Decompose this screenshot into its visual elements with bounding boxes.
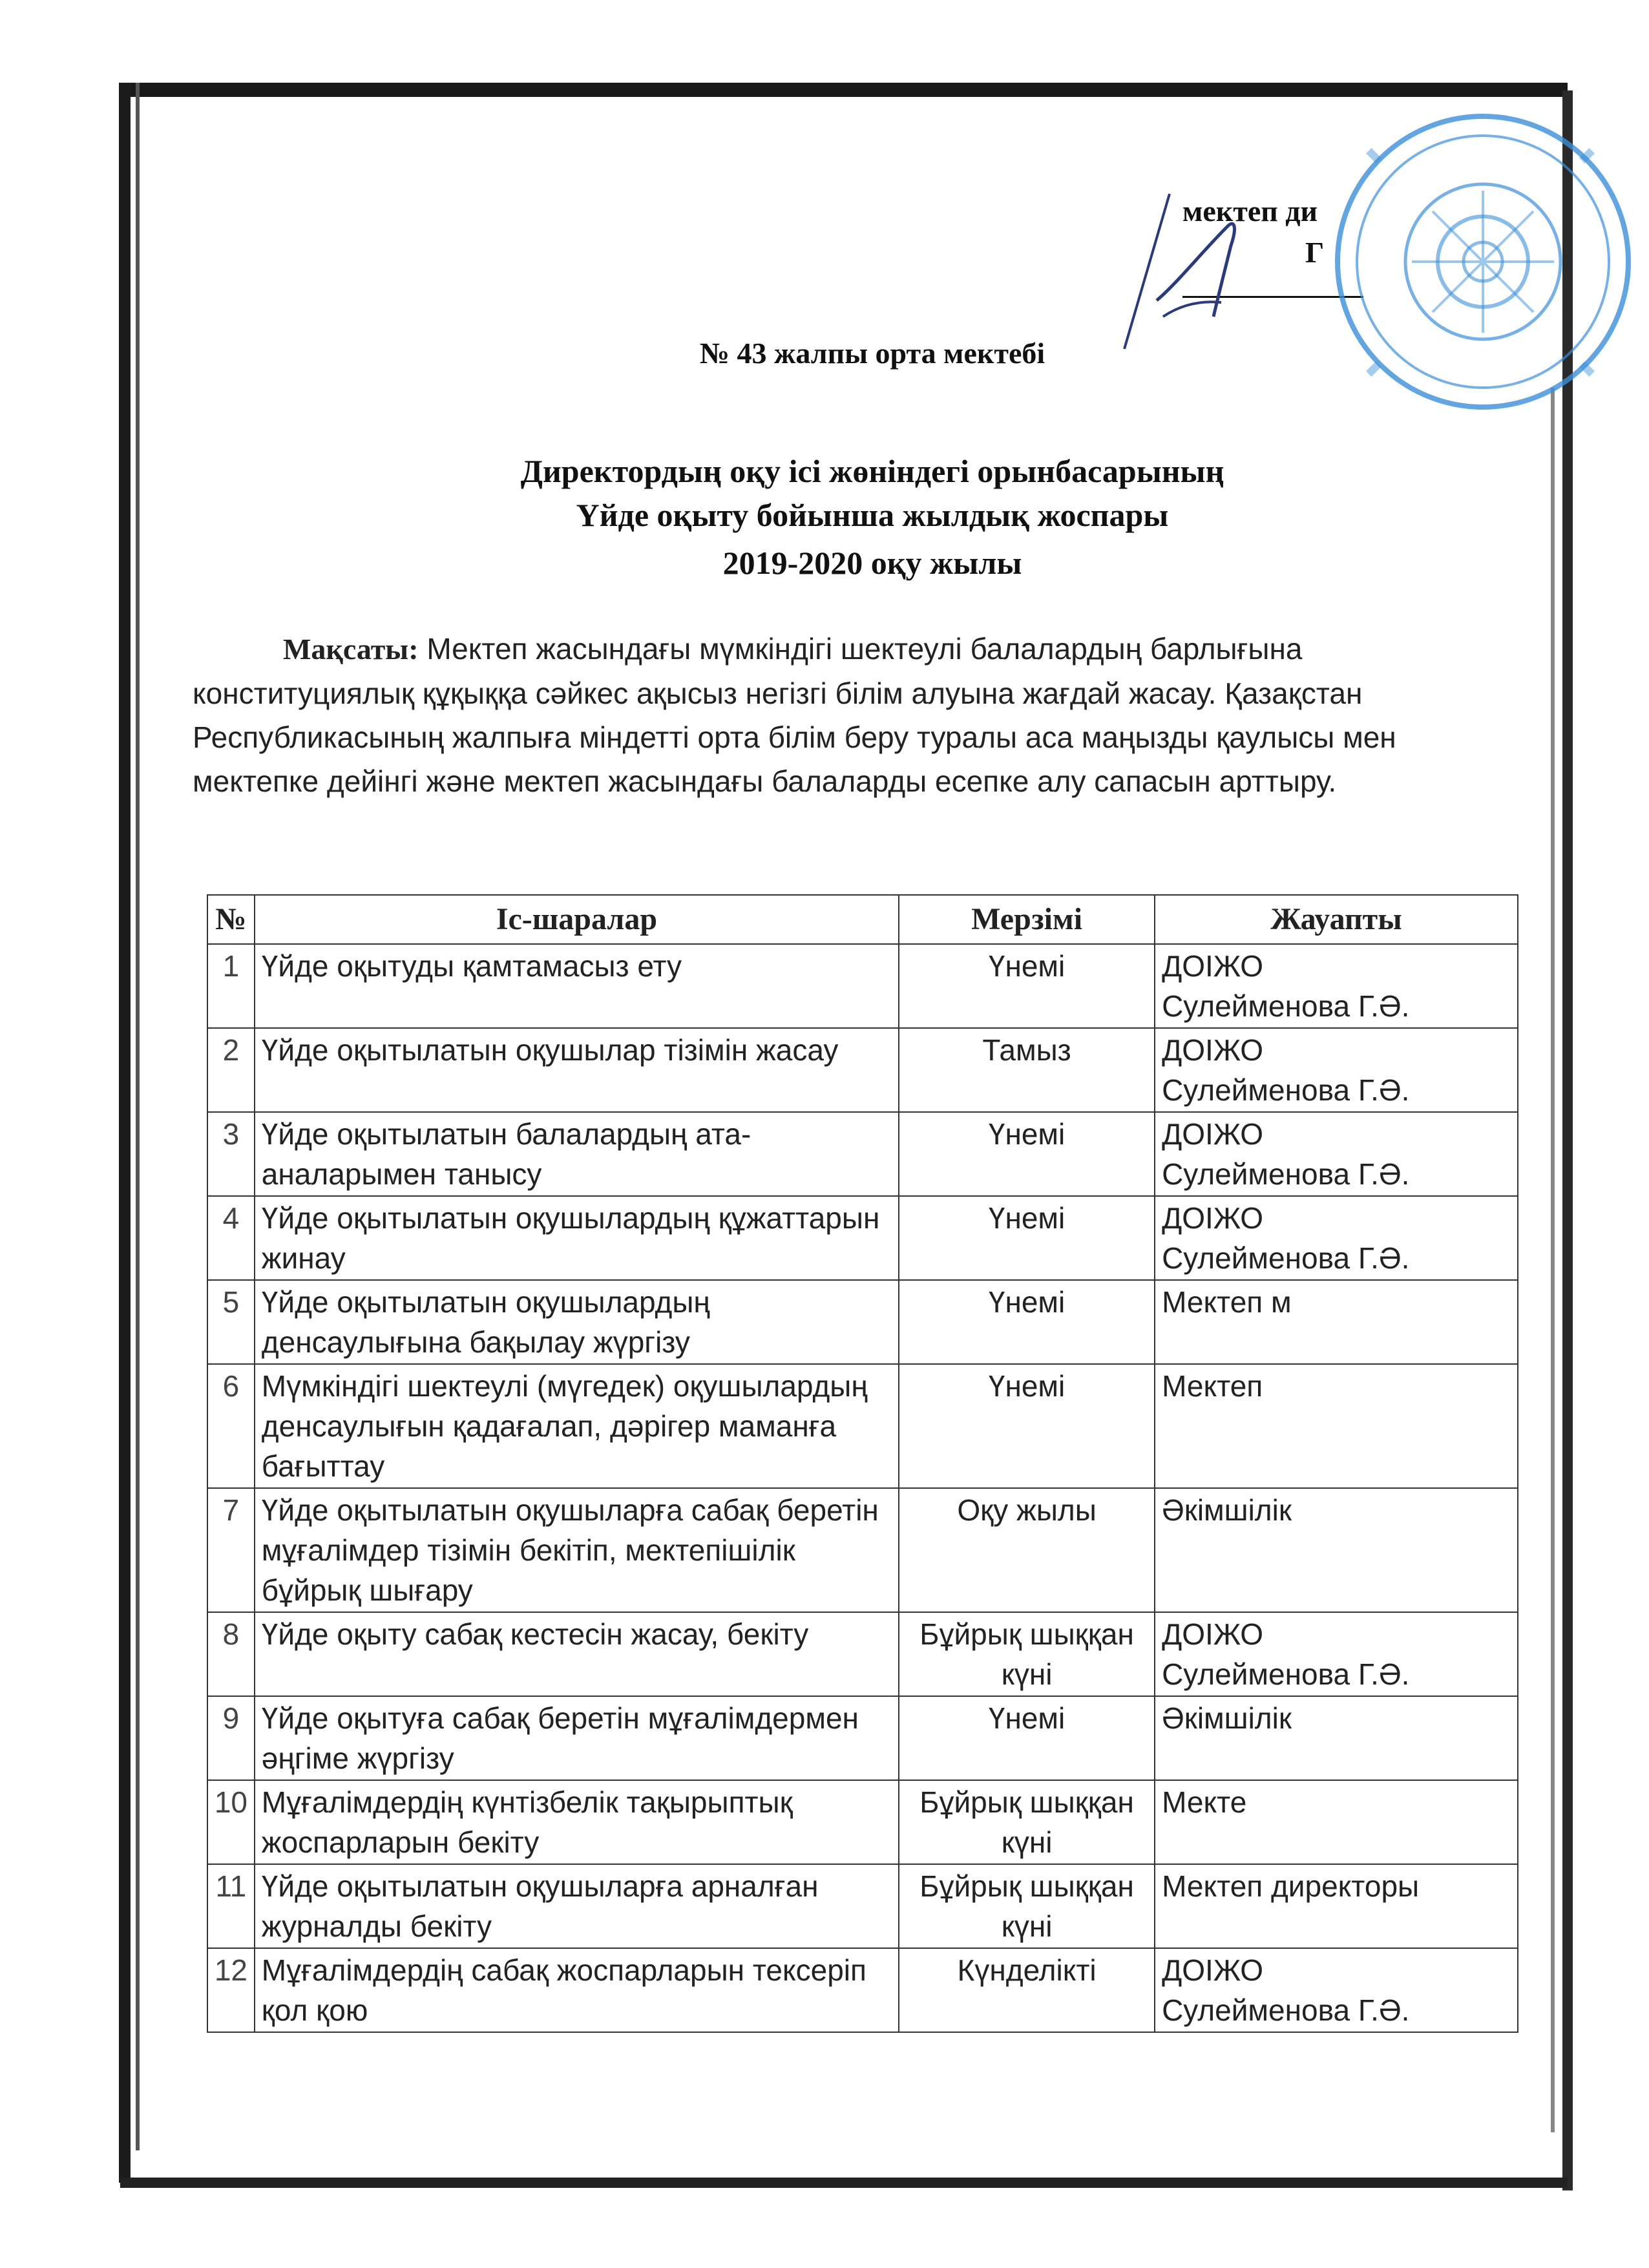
table-row (207, 1864, 1518, 1948)
row-event: Мұғалімдердің сабақ жоспарларын тексеріп қол қою (255, 1948, 899, 2032)
row-deadline: Бұйрық шыққан күні (899, 1780, 1155, 1864)
table-row (207, 1696, 1518, 1780)
row-number: 6 (207, 1364, 255, 1488)
row-deadline: Күнделікті (899, 1948, 1155, 2032)
row-number: 8 (207, 1612, 255, 1696)
table-row (207, 1112, 1518, 1196)
row-responsible: Әкімшілік (1155, 1696, 1518, 1780)
row-number: 4 (207, 1196, 255, 1280)
row-number: 1 (207, 944, 255, 1028)
row-deadline: Бұйрық шыққан күні (899, 1864, 1155, 1948)
row-deadline: Тамыз (899, 1028, 1155, 1112)
row-event: Үйде оқытылатын оқушылар тізімін жасау (255, 1028, 899, 1112)
table-row (207, 1780, 1518, 1864)
row-deadline: Үнемі (899, 1112, 1155, 1196)
header-event: Іс-шаралар (255, 895, 899, 944)
table-row (207, 1280, 1518, 1364)
page-title-line-3: 2019-2020 оқу жылы (722, 545, 1022, 581)
row-number: 3 (207, 1112, 255, 1196)
row-deadline: Бұйрық шыққан күні (899, 1612, 1155, 1696)
row-responsible: ДОІЖО Сулейменова Г.Ә. (1155, 944, 1518, 1028)
table-row (207, 944, 1518, 1028)
table-row (207, 1948, 1518, 2032)
header-responsible: Жауапты (1155, 895, 1518, 944)
goal-text: Мектеп жасындағы мүмкіндігі шектеулі балалардың барлығына конституциялық құқыққа сәйкес ақысыз негізгі білім алуына жағдай жасау. Қазақстан Республикасының жалпыға міндетті орта білім беру туралы аса маңызды қаулысы мен мектепке дейінгі және мектеп жасындағы балаларды есепке алу сапасын арттыру. (193, 632, 1396, 798)
row-responsible: Мектеп (1155, 1364, 1518, 1488)
row-number: 2 (207, 1028, 255, 1112)
header-num: № (207, 895, 255, 944)
row-event: Үйде оқытылатын оқушылардың денсаулығына бақылау жүргізу (255, 1280, 899, 1364)
table-header-row (207, 895, 1518, 944)
table-row (207, 1612, 1518, 1696)
approval-line-1: мектеп ди (1182, 194, 1318, 227)
row-deadline: Үнемі (899, 1364, 1155, 1488)
row-event: Үйде оқытылатын оқушыларға сабақ беретін мұғалімдер тізімін бекітіп, мектепішілік бұйрық шығару (255, 1488, 899, 1612)
row-number: 5 (207, 1280, 255, 1364)
table-row (207, 1196, 1518, 1280)
row-number: 10 (207, 1780, 255, 1864)
row-responsible: Мектеп директоры (1155, 1864, 1518, 1948)
goal-label: Мақсаты: (283, 633, 419, 666)
table-row (207, 1028, 1518, 1112)
approval-line-2: Г (1305, 236, 1325, 269)
handwritten-signature (1098, 187, 1292, 355)
row-responsible: ДОІЖО Сулейменова Г.Ә. (1155, 1028, 1518, 1112)
row-event: Үйде оқытылатын оқушыларға арналған журналды бекіту (255, 1864, 899, 1948)
header-deadline: Мерзімі (899, 895, 1155, 944)
row-number: 12 (207, 1948, 255, 2032)
scan-edge-bottom (120, 2178, 1568, 2188)
row-event: Үйде оқытылатын балалардың ата-аналарымен танысу (255, 1112, 899, 1196)
row-responsible: Мекте (1155, 1780, 1518, 1864)
row-deadline: Оқу жылы (899, 1488, 1155, 1612)
row-deadline: Үнемі (899, 1696, 1155, 1780)
row-responsible: ДОІЖО Сулейменова Г.Ә. (1155, 1196, 1518, 1280)
row-deadline: Үнемі (899, 1280, 1155, 1364)
row-responsible: ДОІЖО Сулейменова Г.Ә. (1155, 1948, 1518, 2032)
row-responsible: ДОІЖО Сулейменова Г.Ә. (1155, 1612, 1518, 1696)
plan-table (207, 894, 1518, 2033)
table-row (207, 1488, 1518, 1612)
row-deadline: Үнемі (899, 944, 1155, 1028)
row-event: Мұғалімдердің күнтізбелік тақырыптық жоспарларын бекіту (255, 1780, 899, 1864)
scan-edge-right-inner (1551, 388, 1555, 2132)
table-row (207, 1364, 1518, 1488)
row-responsible: Әкімшілік (1155, 1488, 1518, 1612)
page-title-line-2: Үйде оқыту бойынша жылдық жоспары (576, 497, 1169, 533)
row-responsible: Мектеп м (1155, 1280, 1518, 1364)
row-number: 9 (207, 1696, 255, 1780)
goal-paragraph (193, 627, 1511, 803)
row-event: Үйде оқытуды қамтамасыз ету (255, 944, 899, 1028)
row-responsible: ДОІЖО Сулейменова Г.Ә. (1155, 1112, 1518, 1196)
scan-edge-top (120, 83, 1568, 97)
row-event: Үйде оқыту сабақ кестесін жасау, бекіту (255, 1612, 899, 1696)
row-number: 7 (207, 1488, 255, 1612)
page-title-line-1: Директордың оқу ісі жөніндегі орынбасарының (520, 453, 1224, 489)
school-name: № 43 жалпы орта мектебі (699, 337, 1045, 370)
row-deadline: Үнемі (899, 1196, 1155, 1280)
row-number: 11 (207, 1864, 255, 1948)
scan-edge-left (119, 83, 131, 2183)
row-event: Мүмкіндігі шектеулі (мүгедек) оқушылардың денсаулығын қадағалап, дәрігер маманға бағыттау (255, 1364, 899, 1488)
row-event: Үйде оқытуға сабақ беретін мұғалімдермен әңгіме жүргізу (255, 1696, 899, 1780)
row-event: Үйде оқытылатын оқушылардың құжаттарын жинау (255, 1196, 899, 1280)
scan-edge-left-inner (136, 83, 140, 2150)
